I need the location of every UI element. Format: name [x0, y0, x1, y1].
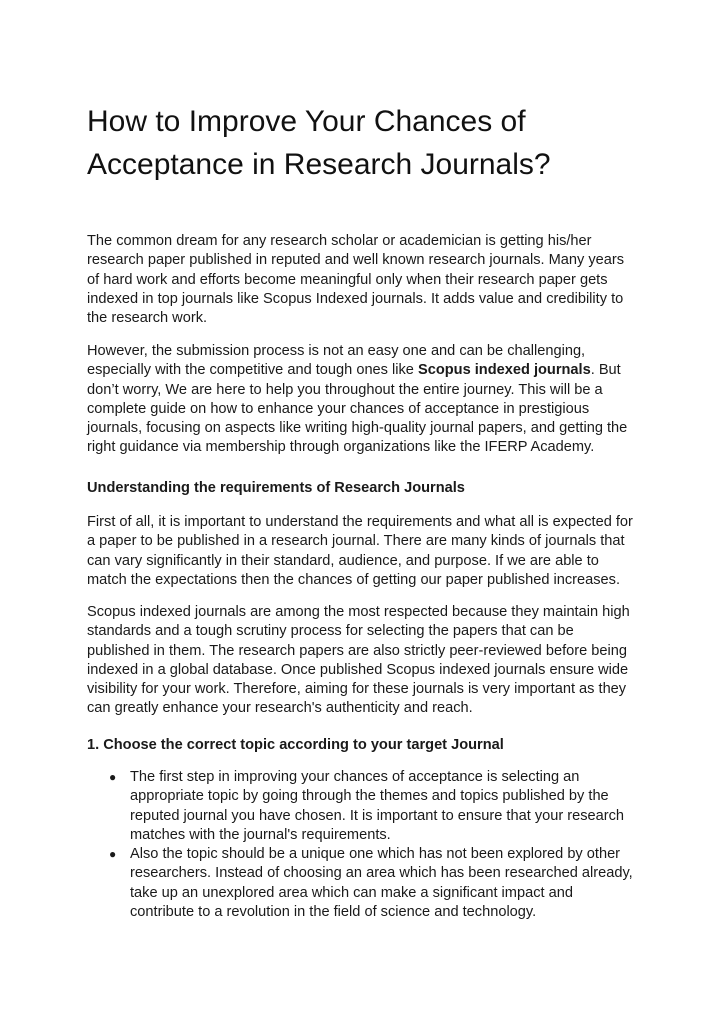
requirements-paragraph: First of all, it is important to understand the requirements and what all is expected for a paper to be published in a research journal. There are many kinds of journals that can vary significantly in their standard, audience, and purpose. If we are able to match the expectations then the chances of getting our paper published increases. [87, 514, 633, 588]
bullet-icon: ● [109, 847, 117, 862]
list-item [87, 845, 635, 922]
scopus-bold-phrase: Scopus indexed journals [417, 362, 591, 379]
document-title: How to Improve Your Chances of Acceptance in Research Journals? [87, 105, 551, 181]
submission-paragraph [87, 342, 635, 458]
list-item-text: The first step in improving your chances of acceptance is selecting an appropriate topic by going through the themes and topics published by the reputed journal you have chosen. It is important to ensure that your research matches with the journal's requirements. [130, 769, 625, 843]
topic-bullet-list [87, 768, 635, 922]
submission-text-end: . But don’t worry, We are here to help you throughout the entire journey. This will be a complete guide on how to enhance your chances of acceptance in prestigious journals, focusing on aspects like writing high-quality journal papers, and getting the right guidance via membership through organizations like the IFERP Academy. [87, 362, 628, 456]
scopus-paragraph: Scopus indexed journals are among the most respected because they maintain high standards and a tough scrutiny process for selecting the papers that can be published in them. The research papers are also strictly peer-reviewed before being indexed in a global database. Once published Scopus indexed journals ensure wide visibility for your work. Therefore, aiming for these journals is very important as they can greatly enhance your research's authenticity and reach. [87, 604, 630, 717]
section-heading-topic: 1. Choose the correct topic according to your target Journal [87, 737, 504, 753]
list-item [87, 768, 635, 845]
bullet-icon: ● [109, 770, 117, 784]
submission-text-start: However, the submission process is not an easy one and can be challenging, especially with the competitive and tough ones like [87, 343, 586, 379]
section-heading-requirements: Understanding the requirements of Research Journals [87, 480, 465, 496]
intro-paragraph: The common dream for any research scholar or academician is getting his/her research paper published in reputed and well known research journals. Many years of hard work and efforts become meaningful only when their research paper gets indexed in top journals like Scopus Indexed journals. It adds value and credibility to the research work. [87, 233, 625, 327]
list-item-text: Also the topic should be a unique one which has not been explored by other researchers. Instead of choosing an area which has been researched already, take up an unexplored area which can make a significant impact and contribute to a revolution in the field of science and technology. [130, 846, 633, 921]
